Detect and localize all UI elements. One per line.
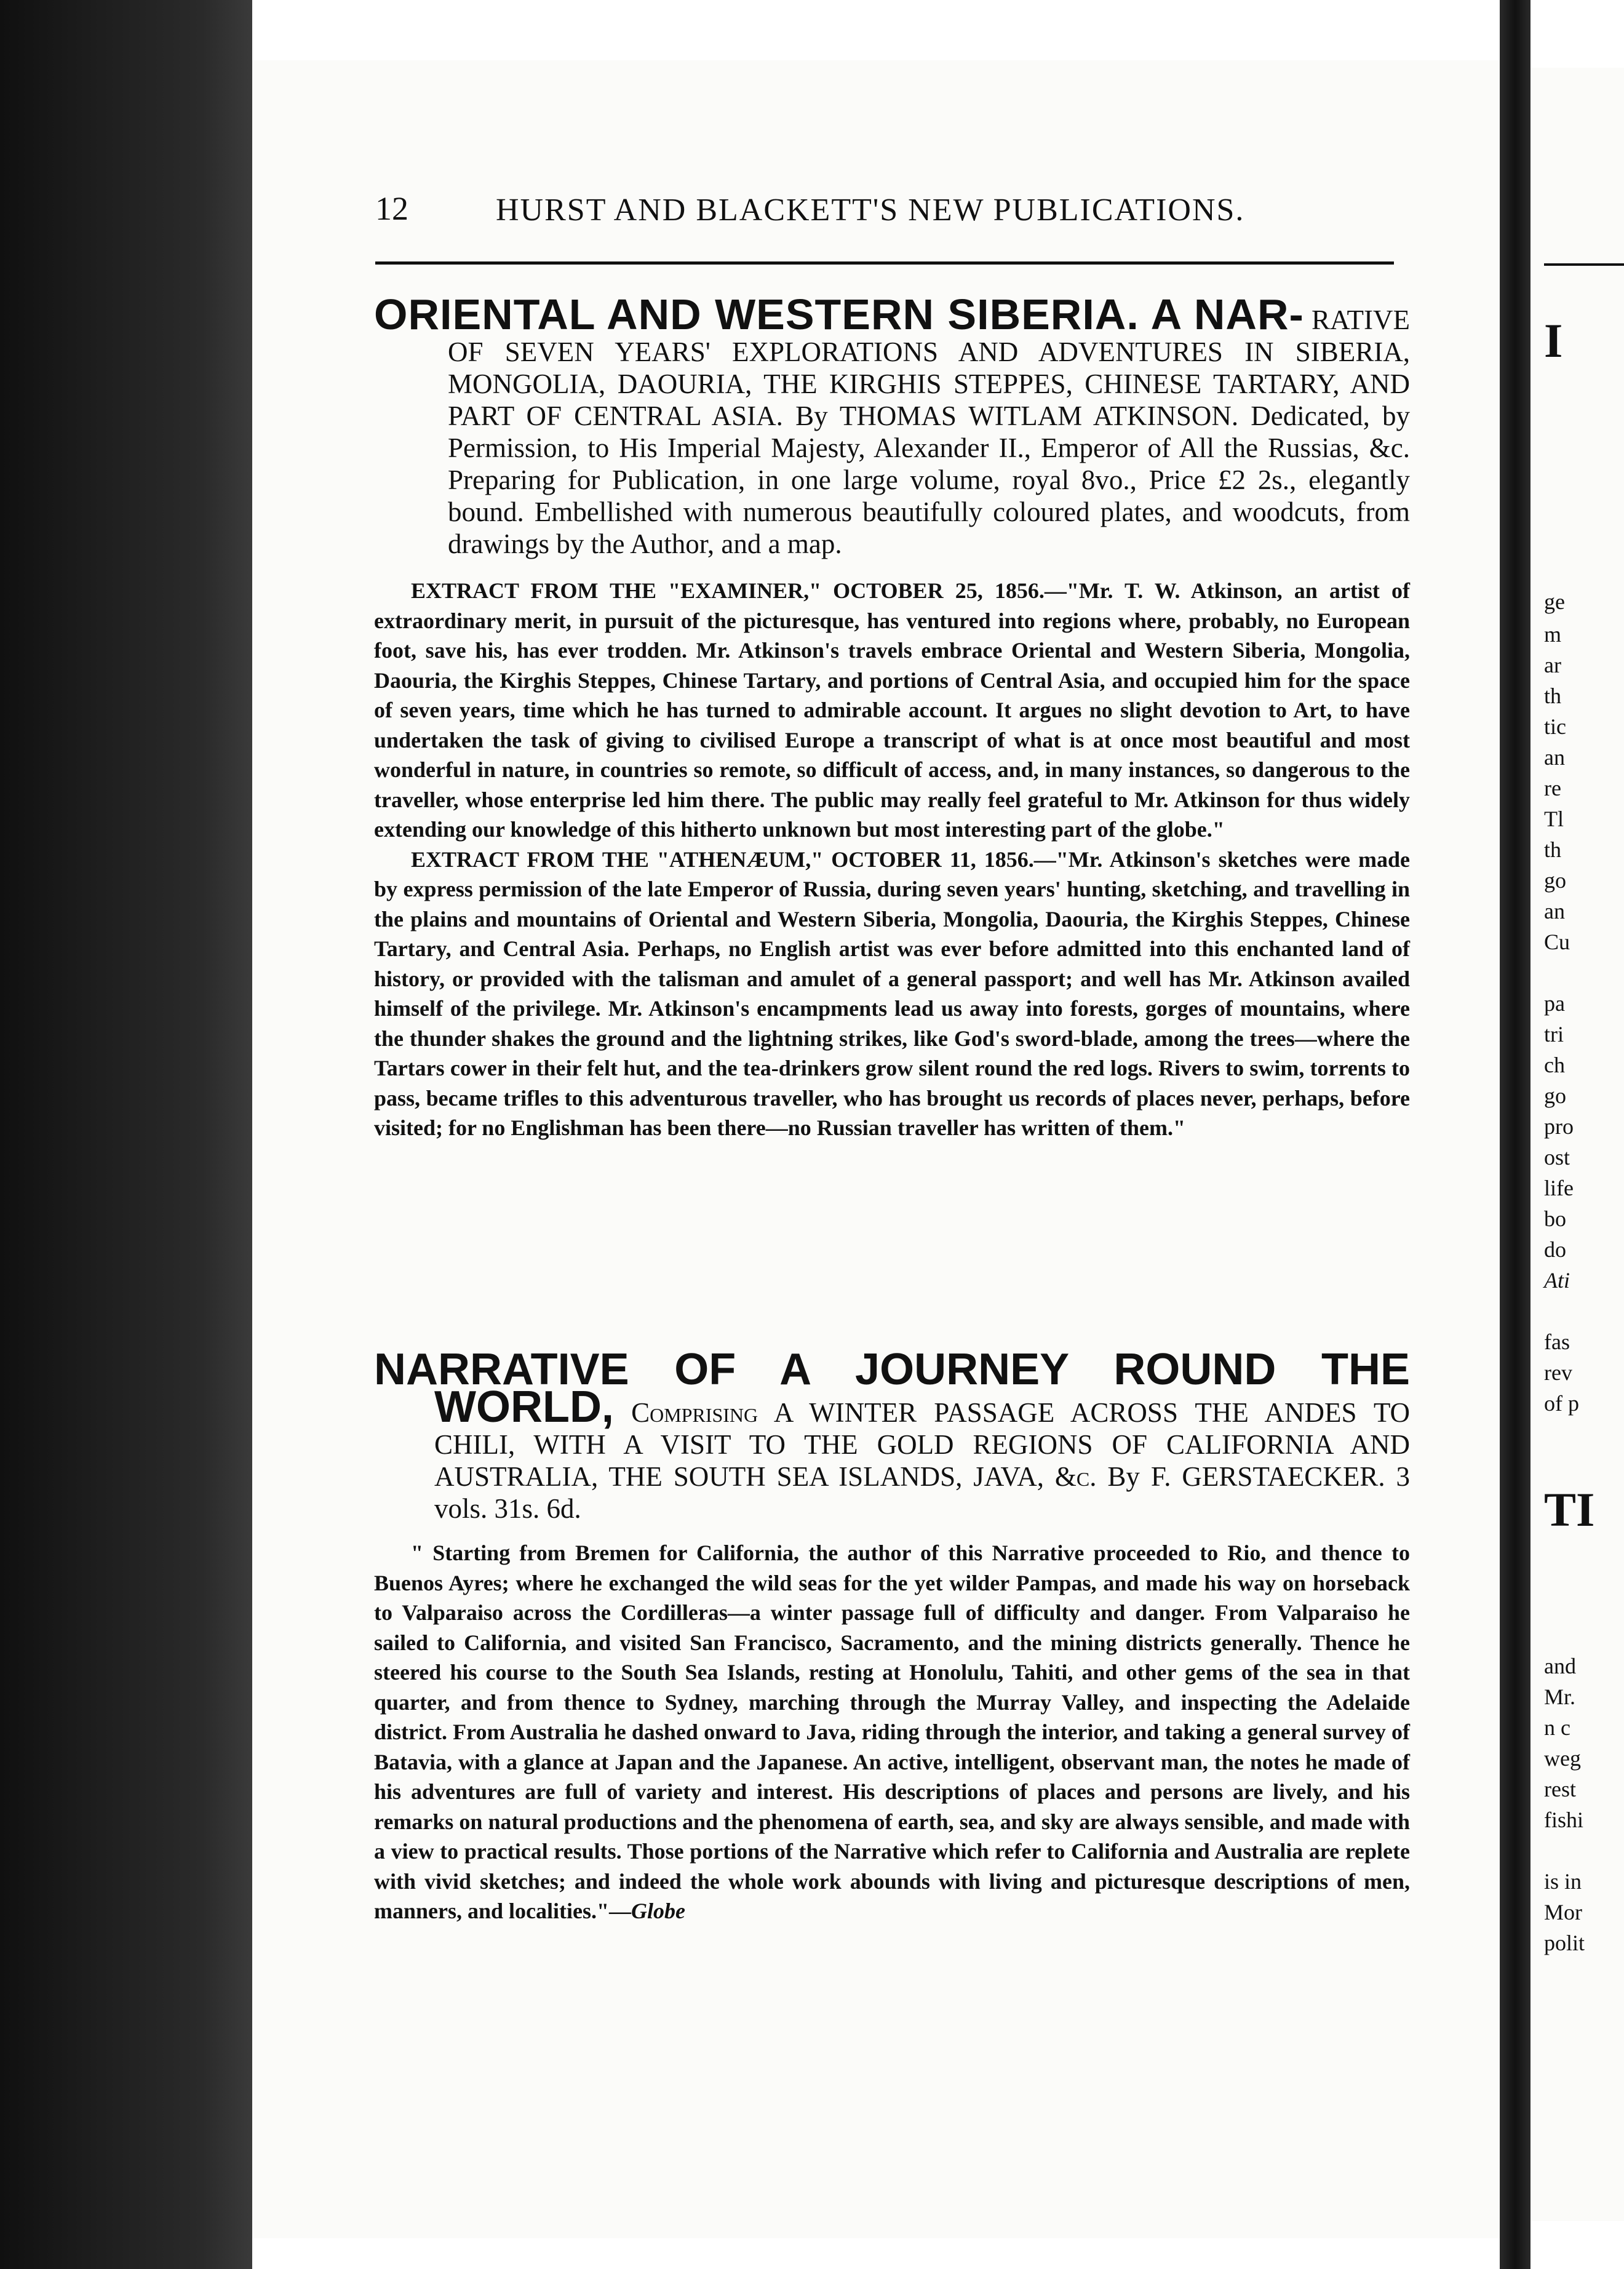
entry-heading <box>374 1345 1411 1525</box>
adjacent-text-fragment: bo <box>1544 1206 1566 1231</box>
adjacent-text-fragment: Mr. <box>1544 1685 1576 1709</box>
adjacent-text-fragment: of p <box>1544 1391 1579 1416</box>
entry-subtitle: RATIVE OF SEVEN YEARS' EXPLORATIONS AND ADVENTURES IN SIBERIA, MONGOLIA, DAOURIA, THE KIRGHIS STEPPES, CHINESE TARTARY, AND PART OF CENTRAL ASIA. <box>448 305 1410 431</box>
adjacent-text-fragment: fas <box>1544 1330 1570 1354</box>
entry-details: By F. GERSTAECKER. 3 vols. 31s. 6d. <box>434 1461 1410 1524</box>
scan-left-border <box>0 0 252 2269</box>
adjacent-text-fragment: pa <box>1544 991 1565 1016</box>
review-source: Globe <box>631 1899 685 1923</box>
review-body: " Starting from Bremen for California, the author of this Narrative proceeded to Rio, and thence to Buenos Ayres; where he exchanged the wild seas for the yet wilder Pampas, and made his way on horseback to Valparaiso across the Cordilleras—a winter passage full of difficulty and danger. From Valparaiso he sailed to California, and visited San Francisco, Sacramento, and the mining districts generally. Thence he steered his course to the South Sea Islands, resting at Honolulu, Tahiti, and other gems of the sea in that quarter, and from thence to Sydney, marching through the Murray Valley, and inspecting the Adelaide district. From Australia he dashed onward to Java, riding through the interior, and taking a general survey of Batavia, with a glance at Japan and the Japanese. An active, intelligent, observant man, the notes he made of his adventures are full of variety and interest. His descriptions of places and persons are lively, and his remarks on natural productions and the phenomena of earth, sea, and sky are always sensible, and made with a view to practical results. Those portions of the Narrative which refer to California and Australia are replete with vivid sketches; and indeed the whole work abounds with living and picturesque descriptions of men, manners, and localities."— <box>374 1541 1410 1923</box>
article-oriental-siberia <box>374 290 1411 1143</box>
article-journey-round-world <box>374 1345 1411 1926</box>
adjacent-text-fragment: th <box>1544 837 1562 862</box>
adjacent-text-fragment: tri <box>1544 1022 1564 1047</box>
adjacent-text-fragment: th <box>1544 684 1562 708</box>
extract-lead: EXTRACT FROM THE "EXAMINER," OCTOBER 25, 1856. <box>411 578 1045 603</box>
adjacent-text-fragment: ost <box>1544 1145 1570 1170</box>
adjacent-text-fragment: Tl <box>1544 807 1564 831</box>
adjacent-text-fragment: rev <box>1544 1360 1572 1385</box>
adjacent-text-fragment: I <box>1544 314 1563 367</box>
adjacent-text-fragment: go <box>1544 1083 1566 1108</box>
adjacent-text-fragment: Ati <box>1544 1268 1570 1293</box>
entry-title: NARRATIVE OF A JOURNEY ROUND THE WORLD, <box>374 1345 1410 1432</box>
adjacent-text-fragment: tic <box>1544 714 1566 739</box>
adjacent-text-fragment: ge <box>1544 589 1565 614</box>
adjacent-text-fragment: an <box>1544 745 1565 770</box>
extract-athenaeum <box>374 845 1410 1143</box>
page-number: 12 <box>375 190 408 227</box>
extract-examiner <box>374 576 1410 845</box>
adjacent-text-fragment: ch <box>1544 1053 1565 1077</box>
adjacent-text-fragment: and <box>1544 1654 1576 1678</box>
adjacent-page <box>1530 68 1624 2221</box>
entry-heading <box>374 290 1411 560</box>
adjacent-text-fragment: do <box>1544 1237 1566 1262</box>
adjacent-text-fragment: rest <box>1544 1777 1576 1801</box>
adjacent-text-fragment: is in <box>1544 1869 1582 1894</box>
adjacent-text-fragment: pro <box>1544 1114 1574 1139</box>
adjacent-text-fragment: TI <box>1544 1483 1595 1536</box>
adjacent-text-fragment: weg <box>1544 1746 1581 1771</box>
adjacent-text-fragment: an <box>1544 899 1565 923</box>
extract-body: —"Mr. Atkinson's sketches were made by express permission of the late Emperor of Russia, during seven years' hunting, sketching, and travelling in the plains and mountains of Oriental and Western Siberia, Mongolia, Daouria, the Kirghis Steppes, Chinese Tartary, and Central Asia. Perhaps, no English artist was ever before admitted into this enchanted land of history, or provided with the talisman and amulet of a general passport; and well has Mr. Atkinson availed himself of the privilege. Mr. Atkinson's encampments lead us away into forests, gorges of mountains, where the thunder shakes the ground and the lightning strikes, like God's sword-blade, among the trees—where the Tartars cower in their felt hut, and the tea-drinkers grow silent round the red logs. Rivers to swim, torrents to pass, became trifles to this adventurous traveller, who has brought us records of places never, perhaps, before visited; for no Englishman has been there—no Russian traveller has written of them." <box>374 847 1411 1140</box>
adjacent-text-fragment: re <box>1544 776 1561 800</box>
book-gutter <box>1500 0 1530 2269</box>
adjacent-text-fragment: life <box>1544 1176 1574 1200</box>
adjacent-text-fragment: m <box>1544 622 1562 647</box>
header-rule <box>375 261 1394 265</box>
adjacent-text-fragment: n c <box>1544 1715 1570 1740</box>
review-quote <box>374 1538 1410 1926</box>
running-head-title: HURST AND BLACKETT'S NEW PUBLICATIONS. <box>496 193 1245 228</box>
adjacent-text-fragment: polit <box>1544 1931 1585 1955</box>
entry-details: By THOMAS WITLAM ATKINSON. Dedicated, by Permission, to His Imperial Majesty, Alexander II., Emperor of All the Russias, &c. Preparing for Publication, in one large volume, royal 8vo., Price £2 2s., elegantly bound. Embellished with numerous beautifully coloured plates, and woodcuts, from drawings by the Author, and a map. <box>448 401 1411 559</box>
extract-body: —"Mr. T. W. Atkinson, an artist of extraordinary merit, in pursuit of the picturesque, has ventured into regions where, probably, no European foot, save his, has ever trodden. Mr. Atkinson's travels embrace Oriental and Western Siberia, Mongolia, Daouria, the Kirghis Steppes, Chinese Tartary, and portions of Central Asia, and occupied him for the space of seven years, time which he has turned to admirable account. It argues no slight devotion to Art, to have undertaken the task of giving to civilised Europe a transcript of what is at once most beautiful and most wonderful in nature, in countries so remote, so difficult of access, and, in many instances, so dangerous to the traveller, whose enterprise led him there. The public may really feel grateful to Mr. Atkinson for thus widely extending our knowledge of this hitherto unknown but most interesting part of the globe." <box>374 578 1410 842</box>
running-head <box>375 189 1384 233</box>
adjacent-text-fragment: Cu <box>1544 930 1570 954</box>
adjacent-text-fragment: fishi <box>1544 1808 1584 1832</box>
adjacent-rule <box>1544 263 1624 266</box>
extract-lead: EXTRACT FROM THE "ATHENÆUM," OCTOBER 11, 1856. <box>411 847 1034 872</box>
adjacent-text-fragment: ar <box>1544 653 1561 677</box>
entry-title: ORIENTAL AND WESTERN SIBERIA. A NAR- <box>374 290 1304 338</box>
adjacent-text-fragment: go <box>1544 868 1566 893</box>
entry-subtitle: Comprising A WINTER PASSAGE ACROSS THE ANDES TO CHILI, WITH A VISIT TO THE GOLD REGIONS OF CALIFORNIA AND AUSTRALIA, THE SOUTH SEA ISLANDS, JAVA, &c. <box>434 1397 1411 1492</box>
adjacent-text-fragment: Mor <box>1544 1900 1582 1924</box>
